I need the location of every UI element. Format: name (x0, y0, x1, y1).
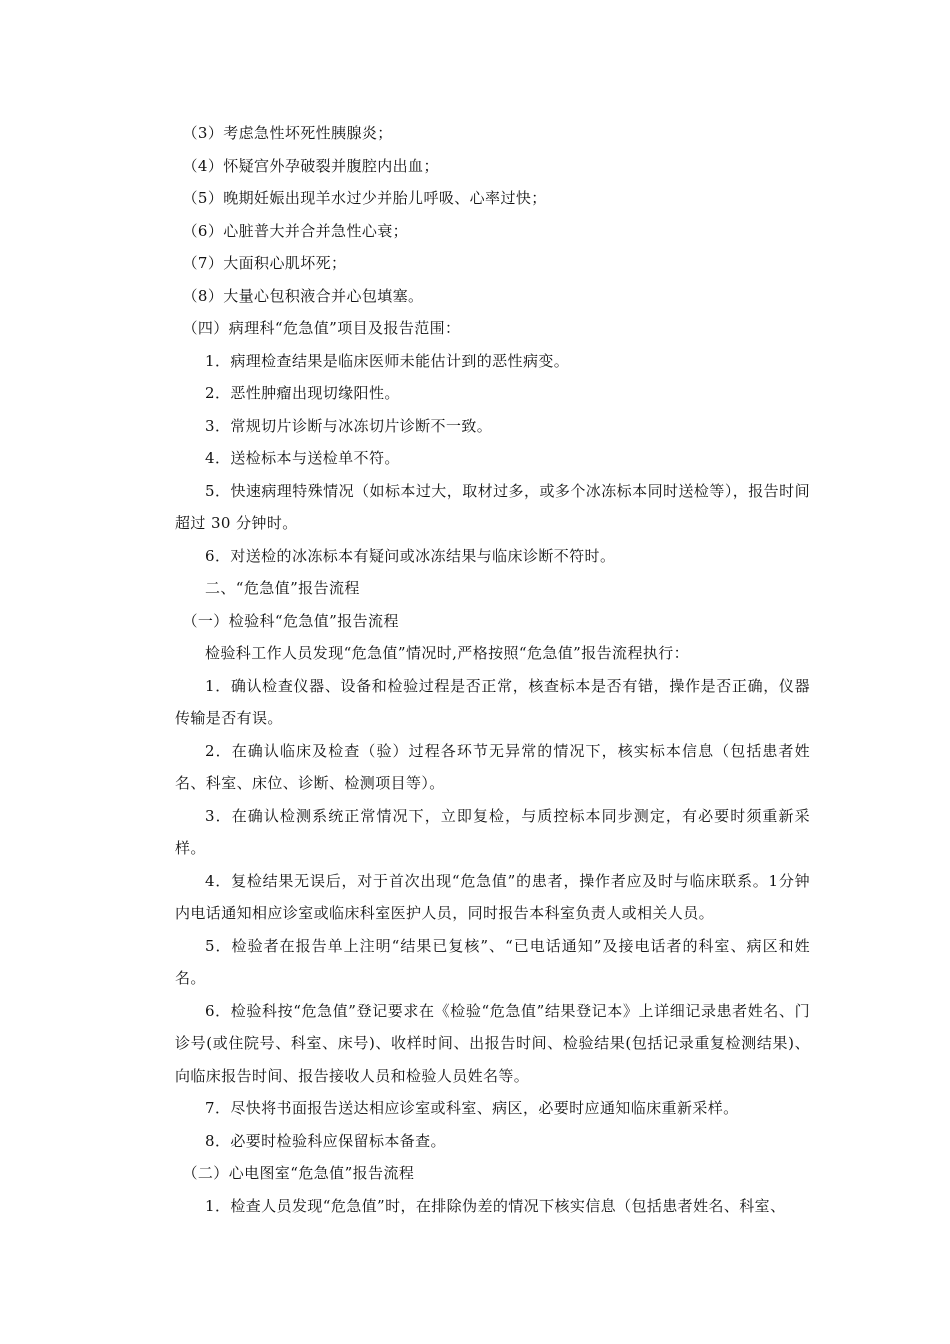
lab-step-4: 4．复检结果无误后，对于首次出现“危急值”的患者，操作者应及时与临床联系。1分钟内电话通知相应诊室或临床科室医护人员，同时报告本科室负责人或相关人员。 (175, 871, 810, 922)
ecg-step-1: 1．检查人员发现“危急值”时，在排除伪差的情况下核实信息（包括患者姓名、科室、 (205, 1196, 786, 1215)
lab-step-8: 8．必要时检验科应保留标本备查。 (205, 1131, 446, 1150)
list-item-6: （6）心脏普大并合并急性心衰； (182, 221, 409, 240)
list-item-8: （8）大量心包积液合并心包填塞。 (182, 286, 424, 305)
lab-intro: 检验科工作人员发现“危急值”情况时,严格按照“危急值”报告流程执行： (205, 644, 690, 662)
subsection-heading-lab: （一）检验科“危急值”报告流程 (182, 611, 399, 630)
subsection-heading-ecg: （二）心电图室“危急值”报告流程 (182, 1164, 415, 1182)
pathology-item-6: 6．对送检的冰冻标本有疑问或冰冻结果与临床诊断不符时。 (205, 546, 616, 565)
list-item-7: （7）大面积心肌坏死； (182, 254, 347, 272)
document-body (175, 117, 810, 1222)
list-item-4: （4）怀疑宫外孕破裂并腹腔内出血； (182, 156, 439, 175)
lab-step-3: 3．在确认检测系统正常情况下，立即复检，与质控标本同步测定，有必要时须重新采样。 (175, 806, 810, 857)
pathology-item-5: 5．快速病理特殊情况（如标本过大，取材过多，或多个冰冻标本同时送检等），报告时间超过 30 分钟时。 (175, 481, 810, 532)
list-item-5: （5）晚期妊娠出现羊水过少并胎儿呼吸、心率过快； (182, 189, 547, 207)
pathology-item-1: 1．病理检查结果是临床医师未能估计到的恶性病变。 (205, 351, 570, 370)
pathology-item-2: 2．恶性肿瘤出现切缘阳性。 (205, 384, 400, 402)
pathology-item-4: 4．送检标本与送检单不符。 (205, 449, 400, 467)
lab-step-7: 7．尽快将书面报告送达相应诊室或科室、病区，必要时应通知临床重新采样。 (205, 1099, 739, 1117)
lab-step-5: 5．检验者在报告单上注明“结果已复核”、“已电话通知”及接电话者的科室、病区和姓名。 (175, 936, 810, 987)
lab-step-6: 6．检验科按“危急值”登记要求在《检验“危急值”结果登记本》上详细记录患者姓名、门诊号(或住院号、科室、床号)、收样时间、出报告时间、检验结果(包括记录重复检测结果)、向临床报告时间、报告接收人员和检验人员姓名等。 (175, 1001, 810, 1085)
lab-step-1: 1．确认检查仪器、设备和检验过程是否正常，核查标本是否有错，操作是否正确，仪器传输是否有误。 (175, 676, 810, 727)
section-heading-pathology: （四）病理科“危急值”项目及报告范围： (182, 319, 461, 337)
list-item-3: （3）考虑急性坏死性胰腺炎； (182, 124, 393, 142)
lab-step-2: 2．在确认临床及检查（验）过程各环节无异常的情况下，核实标本信息（包括患者姓名、科室、床位、诊断、检测项目等）。 (175, 741, 810, 792)
pathology-item-3: 3．常规切片诊断与冰冻切片诊断不一致。 (205, 416, 493, 435)
section-heading-report-process: 二、“危急值”报告流程 (205, 579, 360, 597)
